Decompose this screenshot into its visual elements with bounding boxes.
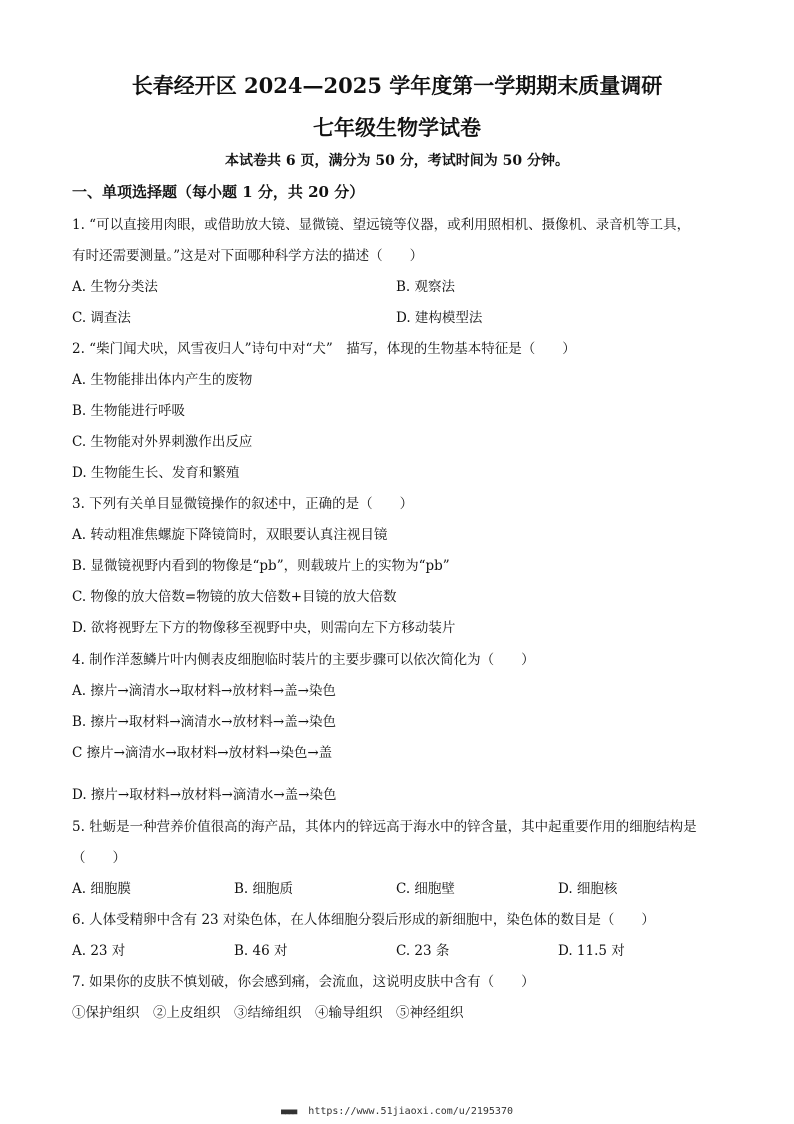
title-line-1: 长春经开区 2024—2025 学年度第一学期期末质量调研 bbox=[131, 73, 663, 98]
q2-stem: 2. “柴门闻犬吠，风雪夜归人”诗句中对“犬” 描写，体现的生物基本特征是（ ） bbox=[72, 341, 576, 357]
q6-stem: 6. 人体受精卵中含有 23 对染色体，在人体细胞分裂后形成的新细胞中，染色体的数目是（ ） bbox=[72, 912, 655, 928]
q5-option-b: B. 细胞质 bbox=[234, 881, 294, 897]
q6-option-b: B. 46 对 bbox=[234, 943, 288, 959]
q1-option-b: B. 观察法 bbox=[396, 279, 456, 295]
q3-option-a: A. 转动粗准焦螺旋下降镜筒时，双眼要认真注视目镜 bbox=[72, 527, 388, 543]
q4-option-a: A. 擦片→滴清水→取材料→放材料→盖→染色 bbox=[72, 683, 336, 699]
q5-stem-line1: 5. 牡蛎是一种营养价值很高的海产品，其体内的锌远高于海水中的锌含量，其中起重要作用的细胞结构是 bbox=[72, 819, 697, 835]
q4-stem: 4. 制作洋葱鳞片叶内侧表皮细胞临时装片的主要步骤可以依次简化为（ ） bbox=[72, 652, 535, 668]
q3-option-d: D. 欲将视野左下方的物像移至视野中央，则需向左下方移动装片 bbox=[72, 620, 456, 636]
q1-option-c: C. 调查法 bbox=[72, 310, 131, 326]
footer-url[interactable]: https://www.51jiaoxi.com/u/2195370 bbox=[308, 1106, 513, 1117]
q4-option-c: C 擦片→滴清水→取材料→放材料→染色→盖 bbox=[72, 745, 333, 761]
q3-option-b: B. 显微镜视野内看到的物像是“pb”，则载玻片上的实物为“pb” bbox=[72, 558, 450, 574]
q1-stem-line1: 1. “可以直接用肉眼，或借助放大镜、显微镜、望远镜等仪器，或利用照相机、摄像机、录音机等工具， bbox=[72, 217, 691, 233]
q3-option-c: C. 物像的放大倍数=物镜的放大倍数+目镜的放大倍数 bbox=[72, 589, 397, 605]
q4-option-b: B. 擦片→取材料→滴清水→放材料→盖→染色 bbox=[72, 714, 337, 730]
q4-option-d: D. 擦片→取材料→放材料→滴清水→盖→染色 bbox=[72, 787, 337, 803]
title-line-2: 七年级生物学试卷 bbox=[313, 115, 481, 140]
q1-stem-line2: 有时还需要测量。”这是对下面哪种科学方法的描述（ ） bbox=[72, 248, 424, 264]
q7-stem: 7. 如果你的皮肤不慎划破，你会感到痛，会流血，这说明皮肤中含有（ ） bbox=[72, 974, 535, 990]
q6-option-c: C. 23 条 bbox=[396, 943, 450, 959]
q6-option-d: D. 11.5 对 bbox=[558, 943, 625, 959]
q2-option-b: B. 生物能进行呼吸 bbox=[72, 403, 186, 419]
q5-option-c: C. 细胞壁 bbox=[396, 881, 455, 897]
q5-stem-line2: （ ） bbox=[72, 850, 126, 866]
q3-stem: 3. 下列有关单目显微镜操作的叙述中，正确的是（ ） bbox=[72, 496, 414, 512]
q2-option-a: A. 生物能排出体内产生的废物 bbox=[72, 372, 253, 388]
exam-info: 本试卷共 6 页，满分为 50 分，考试时间为 50 分钟。 bbox=[225, 153, 569, 169]
q2-option-c: C. 生物能对外界刺激作出反应 bbox=[72, 434, 253, 450]
section-heading: 一、单项选择题（每小题 1 分，共 20 分） bbox=[72, 183, 365, 201]
q1-option-a: A. 生物分类法 bbox=[72, 279, 158, 295]
q7-items: ①保护组织 ②上皮组织 ③结缔组织 ④输导组织 ⑤神经组织 bbox=[72, 1005, 464, 1021]
q5-option-a: A. 细胞膜 bbox=[72, 881, 131, 897]
footer-mark: ■■■■ bbox=[281, 1107, 297, 1116]
footer-watermark bbox=[0, 1106, 794, 1117]
q2-option-d: D. 生物能生长、发育和繁殖 bbox=[72, 465, 240, 481]
q5-option-d: D. 细胞核 bbox=[558, 881, 618, 897]
q1-option-d: D. 建构模型法 bbox=[396, 310, 483, 326]
q6-option-a: A. 23 对 bbox=[72, 943, 126, 959]
